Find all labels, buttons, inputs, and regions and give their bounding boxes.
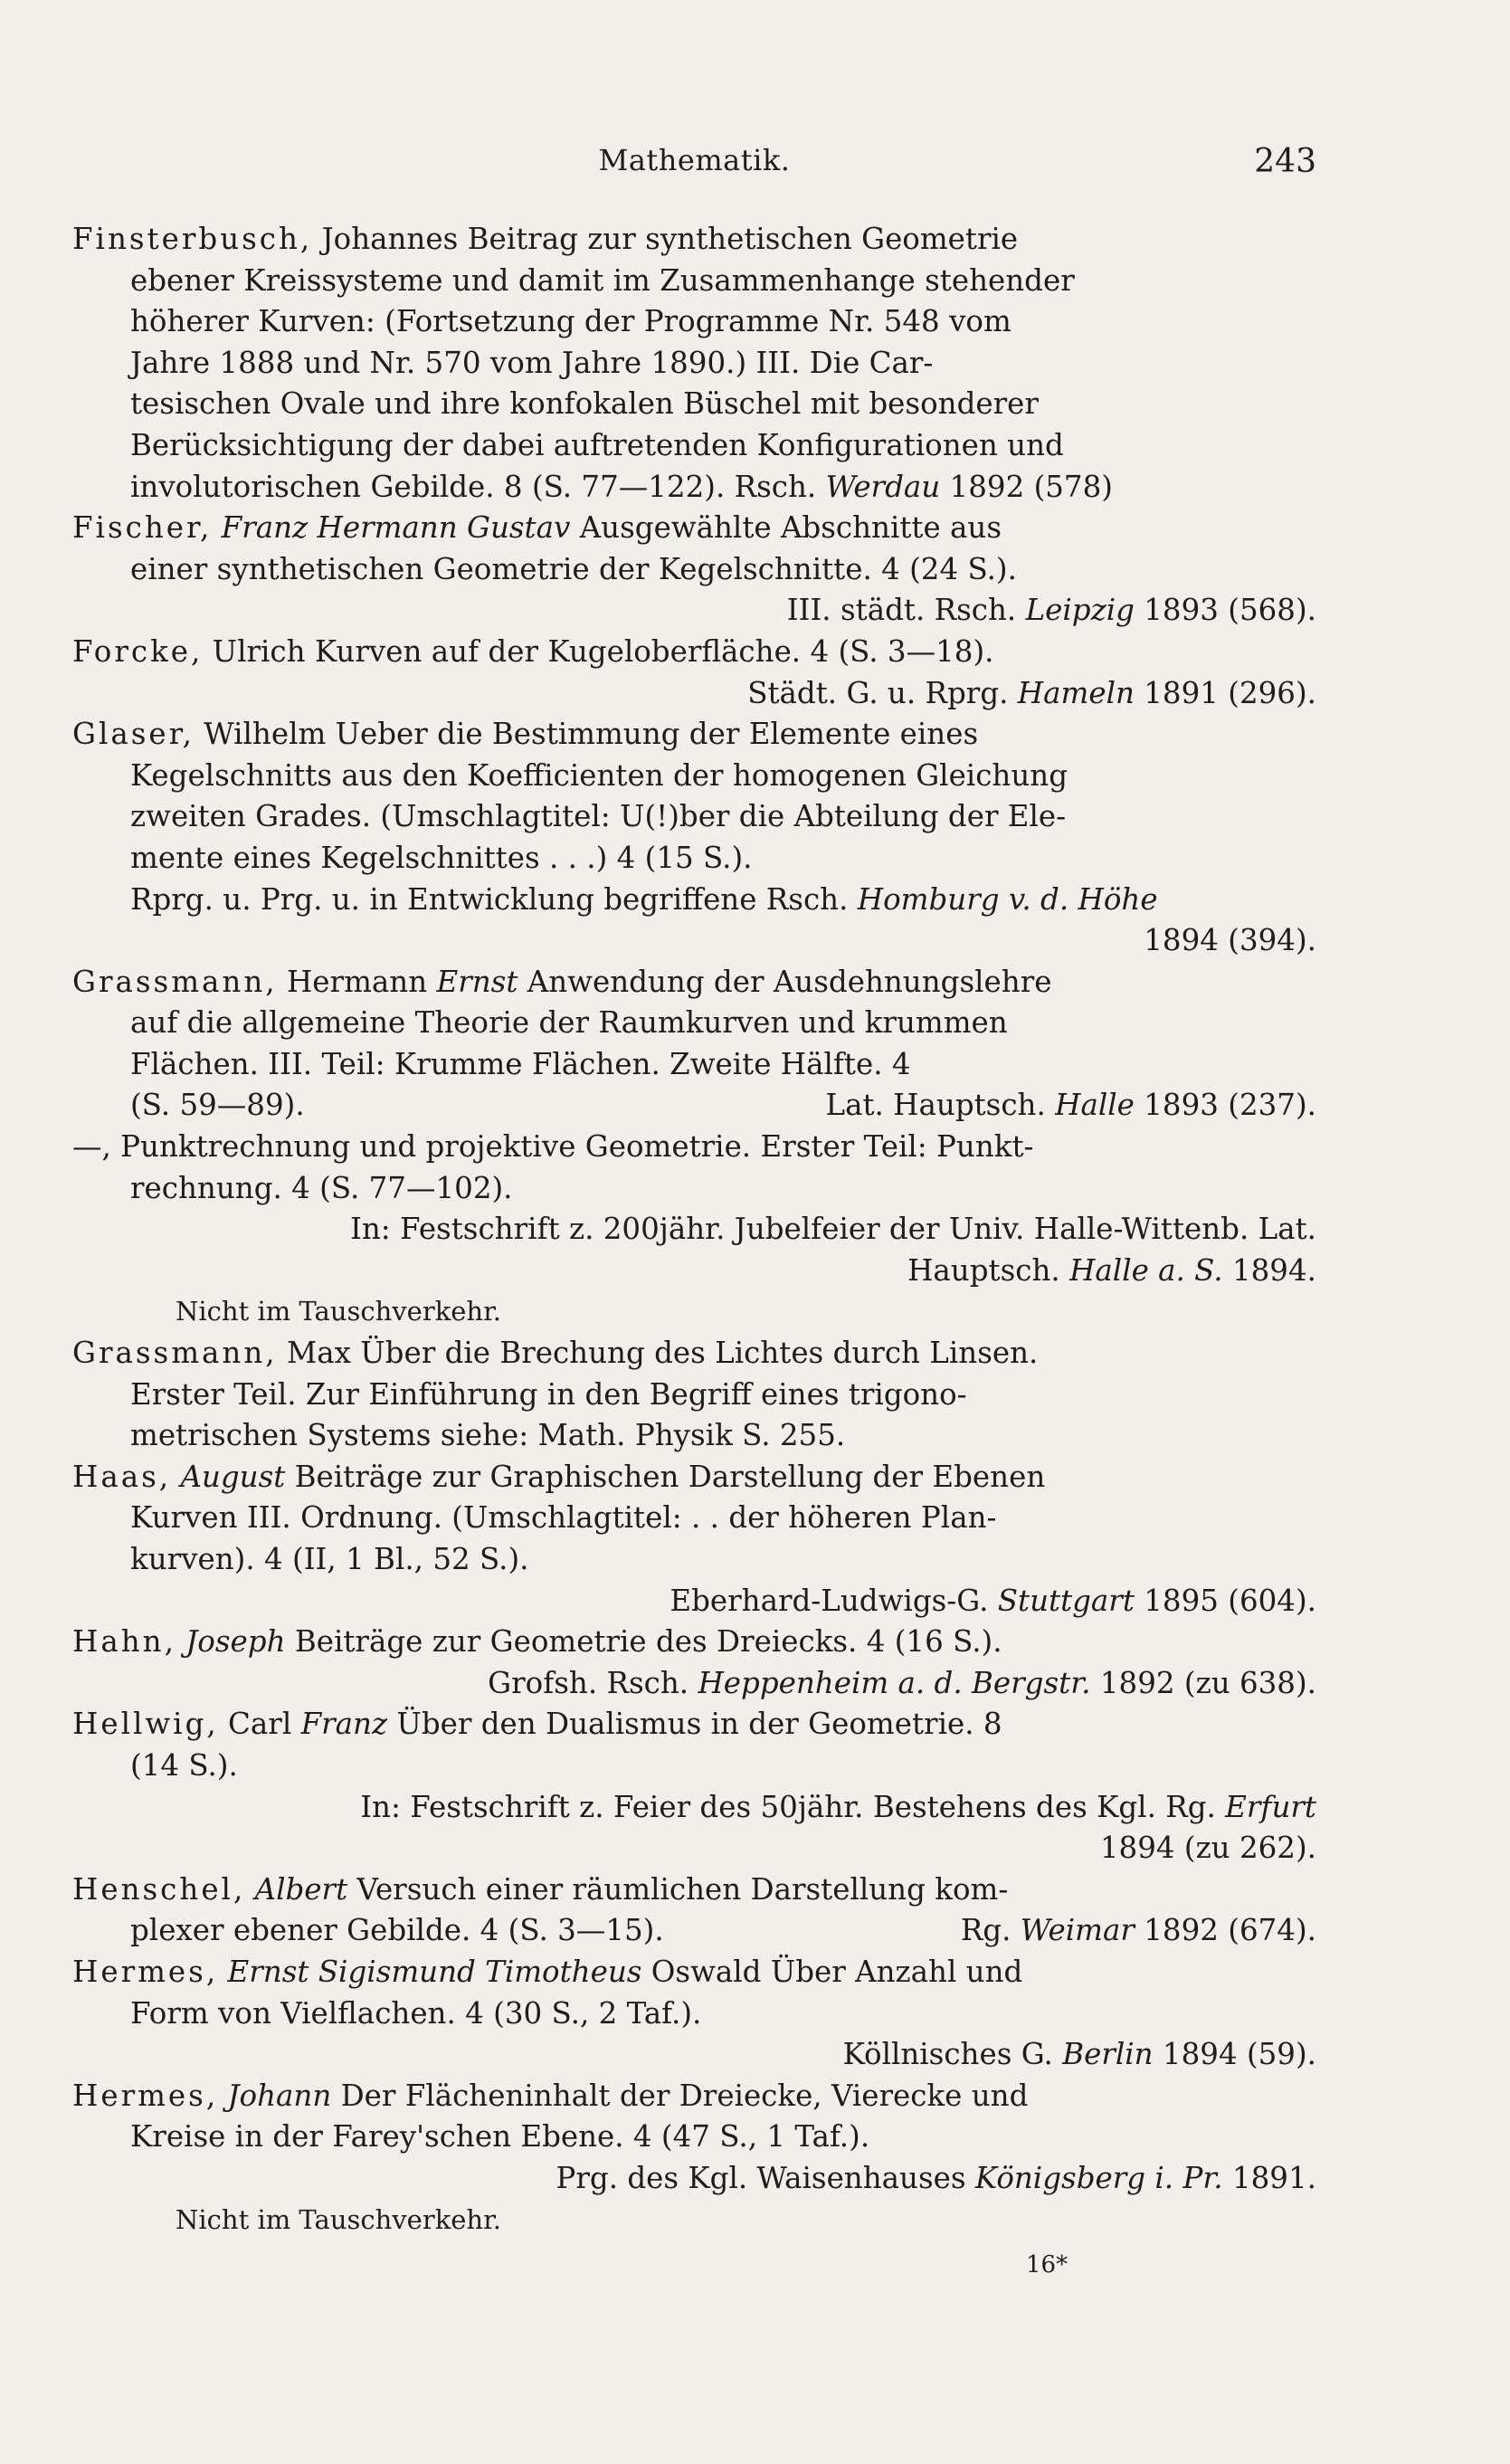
bibliography-list xyxy=(72,219,1316,2240)
running-title: Mathematik. xyxy=(598,143,791,177)
entry-line: Grassmann, Hermann Ernst Anwendung der Ausdehnungslehre xyxy=(72,964,1052,999)
author-name: Henschel, xyxy=(72,1871,246,1907)
entry-hermes-johann xyxy=(72,2076,1316,2240)
entry-grassmann-max xyxy=(72,1333,1316,1457)
place-name: Weimar xyxy=(1020,1913,1135,1948)
entry-source: 1894 (394). xyxy=(1144,923,1316,958)
entry-source: Köllnisches G. Berlin 1894 (59). xyxy=(842,2037,1316,2072)
entry-line: Form von Vielflachen. 4 (30 S., 2 Taf.). xyxy=(130,1995,702,2031)
author-name: Forcke, xyxy=(72,633,204,669)
entry-line: Hahn, Joseph Beiträge zur Geometrie des Dreiecks. 4 (16 S.). xyxy=(72,1624,1002,1660)
entry-line: mente eines Kegelschnittes . . .) 4 (15 S.). xyxy=(130,840,753,875)
entry-line: (14 S.). xyxy=(130,1747,238,1783)
entry-line: Hellwig, Carl Franz Über den Dualismus in der Geometrie. 8 xyxy=(72,1707,1002,1742)
entry-line: Hermes, Johann Der Flächeninhalt der Dreiecke, Vierecke und xyxy=(72,2078,1029,2113)
place-name: Berlin xyxy=(1062,2037,1154,2072)
entry-source: Rprg. u. Prg. u. in Entwicklung begriffene Rsch. Homburg v. d. Höhe xyxy=(130,881,1158,917)
page-header xyxy=(72,143,1316,185)
author-name: Hermes, xyxy=(72,1954,219,1989)
entry-line: höherer Kurven: (Fortsetzung der Programme Nr. 548 vom xyxy=(130,304,1011,339)
entry-source: Prg. des Kgl. Waisenhauses Königsberg i. Pr. 1891. xyxy=(556,2160,1316,2195)
entry-source: Städt. G. u. Rprg. Hameln 1891 (296). xyxy=(747,675,1316,710)
entry-line: —, Punktrechnung und projektive Geometrie. Erster Teil: Punkt- xyxy=(72,1129,1034,1165)
author-name: Hermes, xyxy=(72,2078,219,2113)
signature-mark: 16* xyxy=(1026,2251,1068,2278)
entry-haas xyxy=(72,1457,1316,1622)
author-name: Haas, xyxy=(72,1459,172,1494)
place-name: Stuttgart xyxy=(997,1583,1135,1618)
entry-fischer xyxy=(72,508,1316,632)
exchange-note: Nicht im Tauschverkehr. xyxy=(176,2203,502,2235)
entry-line: Haas, August Beiträge zur Graphischen Darstellung der Ebenen xyxy=(72,1459,1046,1494)
author-name: Fischer, xyxy=(72,510,213,546)
entry-hellwig xyxy=(72,1704,1316,1869)
place-name: Heppenheim a. d. Bergstr. xyxy=(698,1665,1091,1700)
entry-line: Forcke, Ulrich Kurven auf der Kugeloberfläche. 4 (S. 3—18). xyxy=(72,633,994,669)
entry-line: kurven). 4 (II, 1 Bl., 52 S.). xyxy=(130,1542,529,1576)
entry-line: Glaser, Wilhelm Ueber die Bestimmung der Elemente eines xyxy=(72,717,979,752)
entry-hahn xyxy=(72,1622,1316,1704)
author-name: Finsterbusch, xyxy=(72,222,313,256)
entry-line: Flächen. III. Teil: Krumme Flächen. Zweite Hälfte. 4 xyxy=(130,1046,911,1081)
entry-source: Hauptsch. Halle a. S. 1894. xyxy=(907,1252,1316,1288)
entry-line: Fischer, Franz Hermann Gustav Ausgewählte Abschnitte aus xyxy=(72,510,1002,546)
entry-line: ebener Kreissysteme und damit im Zusammenhange stehender xyxy=(130,262,1075,298)
entry-source: In: Festschrift z. Feier des 50jähr. Bestehens des Kgl. Rg. Erfurt xyxy=(360,1789,1316,1824)
entry-finsterbusch xyxy=(72,219,1316,508)
entry-line: Henschel, Albert Versuch einer räumlichen Darstellung kom- xyxy=(72,1871,1009,1907)
entry-source: Grofsh. Rsch. Heppenheim a. d. Bergstr. 1892 (zu 638). xyxy=(488,1665,1316,1700)
place-name: Hameln xyxy=(1017,675,1135,710)
entry-line: Kreise in der Farey'schen Ebene. 4 (47 S., 1 Taf.). xyxy=(130,2119,870,2155)
entry-line: tesischen Ovale und ihre konfokalen Büschel mit besonderer xyxy=(130,386,1039,422)
author-name: Grassmann, xyxy=(72,964,278,999)
page-number: 243 xyxy=(1254,143,1316,180)
place-name: Halle xyxy=(1055,1088,1135,1123)
entry-line: involutorischen Gebilde. 8 (S. 77—122). Rsch. Werdau 1892 (578) xyxy=(130,469,1113,504)
entry-source: 1894 (zu 262). xyxy=(1099,1831,1316,1866)
entry-line: (S. 59—89). Lat. Hauptsch. Halle 1893 (237). xyxy=(130,1088,1316,1123)
place-name: Erfurt xyxy=(1225,1789,1316,1824)
exchange-note: Nicht im Tauschverkehr. xyxy=(176,1296,502,1327)
entry-line: Grassmann, Max Über die Brechung des Lichtes durch Linsen. xyxy=(72,1336,1039,1371)
author-name: Grassmann, xyxy=(72,1336,278,1371)
place-name: Leipzig xyxy=(1025,593,1135,628)
place-name: Homburg v. d. Höhe xyxy=(857,881,1158,917)
entry-hermes-ernst xyxy=(72,1952,1316,2076)
entry-henschel xyxy=(72,1869,1316,1952)
place-name: Halle a. S. xyxy=(1069,1252,1223,1288)
entry-source: In: Festschrift z. 200jähr. Jubelfeier der Univ. Halle-Wittenb. Lat. xyxy=(350,1212,1316,1247)
entry-line: Hermes, Ernst Sigismund Timotheus Oswald Über Anzahl und xyxy=(72,1954,1023,1989)
author-name: Hahn, xyxy=(72,1624,176,1660)
entry-line: Berücksichtigung der dabei auftretenden Konfigurationen und xyxy=(130,427,1064,462)
entry-line: Erster Teil. Zur Einführung in den Begriff eines trigono- xyxy=(130,1376,967,1412)
entry-forcke xyxy=(72,632,1316,714)
author-name: Glaser, xyxy=(72,717,195,752)
entry-source: III. städt. Rsch. Leipzig 1893 (568). xyxy=(786,593,1316,628)
entry-line: rechnung. 4 (S. 77—102). xyxy=(130,1170,513,1205)
place-name: Werdau xyxy=(825,469,941,504)
entry-line: metrischen Systems siehe: Math. Physik S. 255. xyxy=(130,1418,846,1453)
entry-line: Finsterbusch, Johannes Beitrag zur synthetischen Geometrie xyxy=(72,222,1019,256)
author-name: Hellwig, xyxy=(72,1707,219,1742)
place-name: Königsberg i. Pr. xyxy=(974,2160,1223,2195)
entry-grassmann-hermann xyxy=(72,962,1316,1333)
entry-line: auf die allgemeine Theorie der Raumkurven und krummen xyxy=(130,1005,1008,1041)
entry-line: zweiten Grades. (Umschlagtitel: U(!)ber die Abteilung der Ele- xyxy=(130,799,1067,834)
entry-line: Kegelschnitts aus den Koefficienten der homogenen Gleichung xyxy=(130,757,1068,793)
entry-line: einer synthetischen Geometrie der Kegelschnitte. 4 (24 S.). xyxy=(130,551,1017,586)
entry-source: Eberhard-Ludwigs-G. Stuttgart 1895 (604). xyxy=(670,1583,1316,1618)
entry-line: Kurven III. Ordnung. (Umschlagtitel: . . der höheren Plan- xyxy=(130,1500,997,1536)
entry-glaser xyxy=(72,714,1316,962)
entry-line: Jahre 1888 und Nr. 570 vom Jahre 1890.) III. Die Car- xyxy=(130,345,934,380)
entry-line: plexer ebener Gebilde. 4 (S. 3—15). Rg. Weimar 1892 (674). xyxy=(130,1913,1316,1948)
